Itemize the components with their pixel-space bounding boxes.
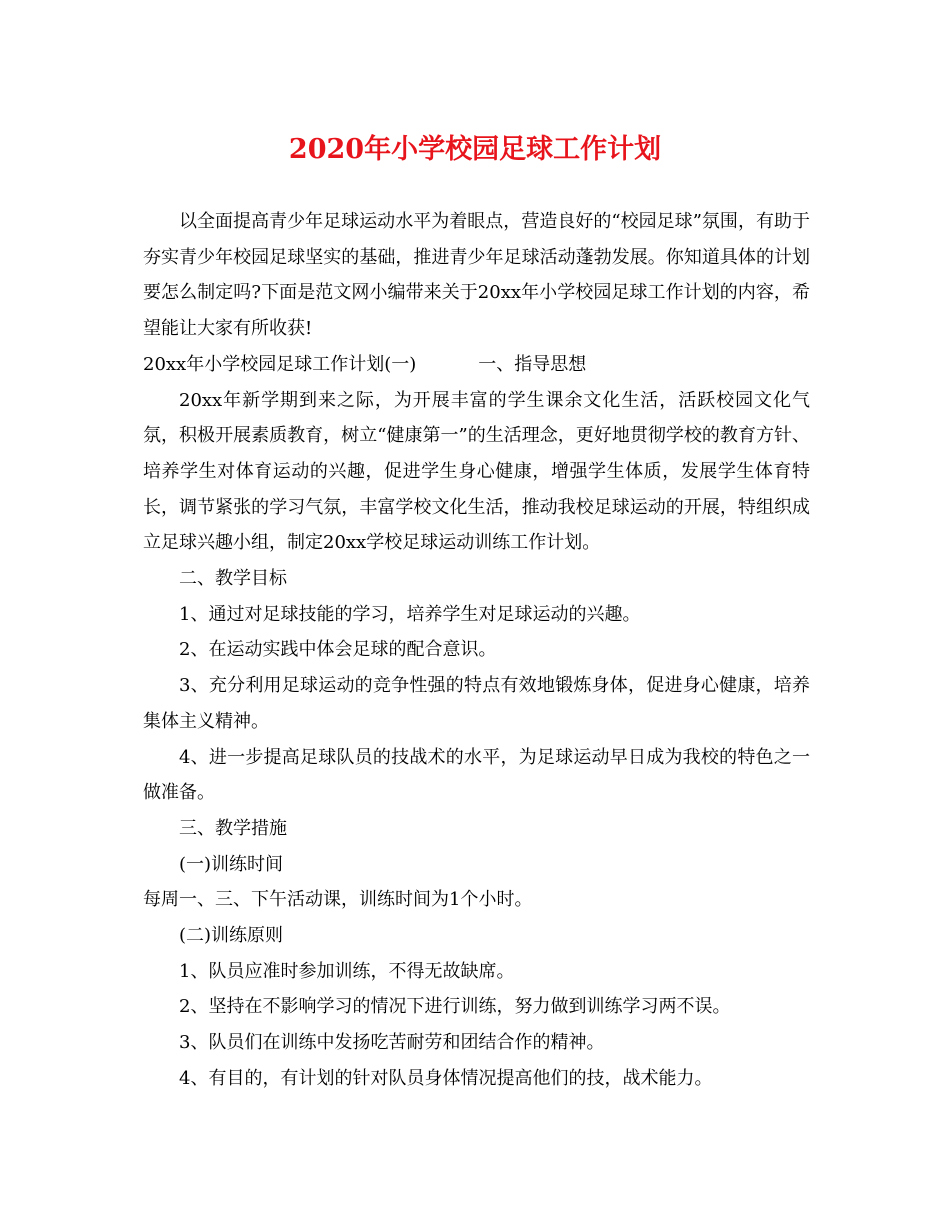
document-body [143,204,810,1097]
subsection-1-title: (一)训练时间 [179,853,284,875]
principle-item: 2、坚持在不影响学习的情况下进行训练，努力做到训练学习两不误。 [179,996,731,1018]
goal-item: 4、进一步提高足球队员的技战术的水平，为足球运动早日成为我校的特色之一做准备。 [143,746,810,804]
intro-paragraph: 以全面提高青少年足球运动水平为着眼点，营造良好的“校园足球”氛围，有助于夯实青少年校园足球坚实的基础，推进青少年足球活动蓬勃发展。你知道具体的计划要怎么制定吗?下面是范文网小编带来关于20xx年小学校园足球工作计划的内容，希望能让大家有所收获! [143,211,810,340]
section-2-title: 二、教学目标 [179,568,287,590]
principle-item: 1、队员应准时参加训练，不得无故缺席。 [179,960,515,982]
plan-heading-line [143,347,810,383]
goal-item: 2、在运动实践中体会足球的配合意识。 [179,639,497,661]
section-1-title: 一、指导思想 [478,353,587,375]
subsection-2-title: (二)训练原则 [179,925,284,947]
plan-heading: 20xx年小学校园足球工作计划(一) [143,353,417,375]
section-3-title: 三、教学措施 [179,817,287,839]
goal-item: 3、充分利用足球运动的竞争性强的特点有效地锻炼身体，促进身心健康，培养集体主义精神。 [143,675,810,732]
principle-item: 4、有目的，有计划的针对队员身体情况提高他们的技，战术能力。 [179,1067,713,1089]
goal-item: 1、通过对足球技能的学习，培养学生对足球运动的兴趣。 [179,603,641,625]
section-1-paragraph: 20xx年新学期到来之际，为开展丰富的学生课余文化生活，活跃校园文化气氛，积极开展素质教育，树立“健康第一”的生活理念，更好地贯彻学校的教育方针、培养学生对体育运动的兴趣，促进学生身心健康，增强学生体质，发展学生体育特长，调节紧张的学习气氛，丰富学校文化生活，推动我校足球运动的开展，特组织成立足球兴趣小组，制定20xx学校足球运动训练工作计划。 [143,389,810,554]
principle-item: 3、队员们在训练中发扬吃苦耐劳和团结合作的精神。 [179,1032,605,1054]
subsection-1-text: 每周一、三、下午活动课，训练时间为1个小时。 [143,889,533,911]
document-title: 2020年小学校园足球工作计划 [288,134,662,165]
